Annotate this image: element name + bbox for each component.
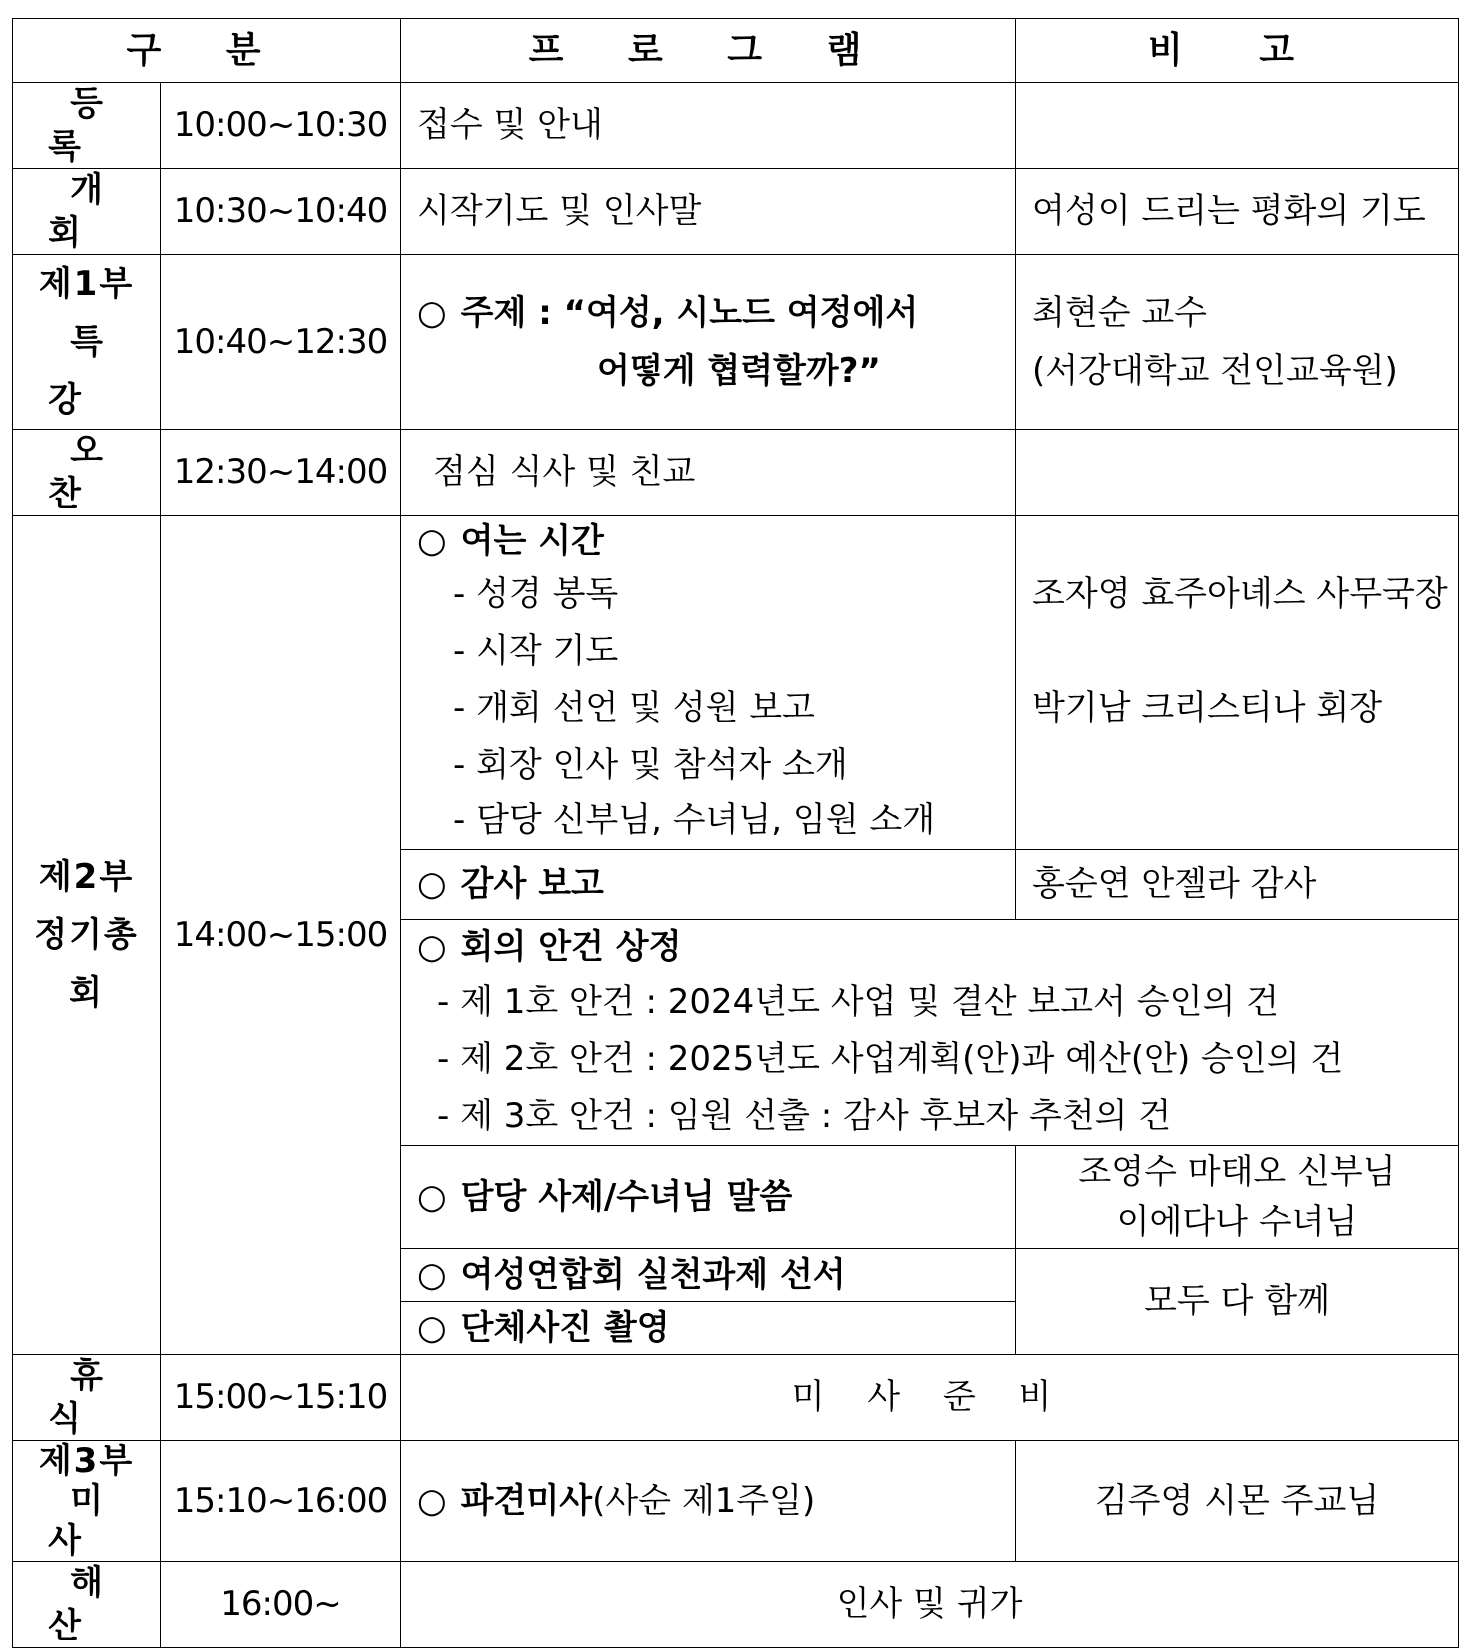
time-cell: 10:40~12:30 [161,255,401,430]
lecture-topic: 주제 : “여성, 시노드 여정에서 [460,293,919,333]
note-cell: 최현순 교수 (서강대학교 전인교육원) [1016,255,1459,430]
circle-bullet-icon: ○ [417,521,447,561]
program-cell: ○ 여성연합회 실천과제 선서 [401,1249,1016,1302]
header-row [13,19,1459,83]
time-cell: 12:30~14:00 [161,430,401,516]
row-break [13,1355,1459,1441]
note-cell: 조영수 마태오 신부님 이에다나 수녀님 [1016,1146,1459,1249]
note-cell [1016,430,1459,516]
program-cell: ○ 주제 : “여성, 시노드 여정에서 어떻게 협력할까?” [401,255,1016,430]
category-cell: 오 찬 [13,430,161,516]
note-cell: 모두 다 함께 [1016,1249,1459,1355]
program-cell: ○ 회의 안건 상정 - 제 1호 안건 : 2024년도 사업 및 결산 보고서 승인의 건 - 제 2호 안건 : 2025년도 사업계획(안)과 예산(안) 승인의 건 - 제 3호 안건 : 임원 선출 : 감사 후보자 추천의 건 [401,920,1459,1146]
row-part2-opening [13,516,1459,850]
category-cell: 휴 식 [13,1355,161,1441]
program-cell: 인사 및 귀가 [401,1562,1459,1648]
time-cell: 10:00~10:30 [161,83,401,169]
program-cell: 접수 및 안내 [401,83,1016,169]
note-cell: 김주영 시몬 주교님 [1016,1441,1459,1562]
circle-bullet-icon: ○ [417,1254,447,1295]
circle-bullet-icon: ○ [417,1307,447,1348]
time-cell: 10:30~10:40 [161,169,401,255]
circle-bullet-icon: ○ [417,1176,447,1217]
circle-bullet-icon: ○ [417,864,447,905]
note-cell: 여성이 드리는 평화의 기도 [1016,169,1459,255]
category-cell: 제2부 정기총 회 [13,516,161,1355]
row-lunch [13,430,1459,516]
list-item: - 성경 봉독 [453,574,619,614]
list-item: - 담당 신부님, 수녀님, 임원 소개 [453,800,936,840]
note-cell [1016,83,1459,169]
circle-bullet-icon: ○ [417,927,447,967]
program-schedule-table [12,18,1459,1648]
agenda-item: - 제 3호 안건 : 임원 선출 : 감사 후보자 추천의 건 [437,1096,1172,1136]
category-cell: 개 회 [13,169,161,255]
row-registration [13,83,1459,169]
program-cell: 미 사 준 비 [401,1355,1459,1441]
agenda-item: - 제 2호 안건 : 2025년도 사업계획(안)과 예산(안) 승인의 건 [437,1039,1344,1079]
time-cell: 14:00~15:00 [161,516,401,1355]
category-cell: 해 산 [13,1562,161,1648]
program-cell: 점심 식사 및 친교 [401,430,1016,516]
category-cell: 제3부 미 사 [13,1441,161,1562]
category-cell: 제1부 특 강 [13,255,161,430]
note-cell: 홍순연 안젤라 감사 [1016,850,1459,920]
row-part3-mass [13,1441,1459,1562]
program-cell: ○ 담당 사제/수녀님 말씀 [401,1146,1016,1249]
program-cell: ○ 단체사진 촬영 [401,1302,1016,1355]
program-cell: ○ 감사 보고 [401,850,1016,920]
row-dismissal [13,1562,1459,1648]
row-part1-lecture [13,255,1459,430]
list-item: - 개회 선언 및 성원 보고 [453,688,815,728]
agenda-item: - 제 1호 안건 : 2024년도 사업 및 결산 보고서 승인의 건 [437,982,1279,1022]
row-opening [13,169,1459,255]
note-cell: 조자영 효주아녜스 사무국장 박기남 크리스티나 회장 [1016,516,1459,850]
program-cell: ○ 파견미사(사순 제1주일) [401,1441,1016,1562]
circle-bullet-icon: ○ [417,1480,447,1521]
header-note: 비 고 [1016,19,1459,83]
circle-bullet-icon: ○ [417,293,447,333]
header-category: 구 분 [13,19,401,83]
list-item: - 시작 기도 [453,631,619,671]
category-cell: 등 록 [13,83,161,169]
header-program: 프 로 그 램 [401,19,1016,83]
list-item: - 회장 인사 및 참석자 소개 [453,745,848,785]
program-cell: ○ 여는 시간 - 성경 봉독 - 시작 기도 - 개회 선언 및 성원 보고 - 회장 인사 및 참석자 소개 - 담당 신부님, 수녀님, 임원 소개 [401,516,1016,850]
program-cell: 시작기도 및 인사말 [401,169,1016,255]
time-cell: 15:10~16:00 [161,1441,401,1562]
time-cell: 16:00~ [161,1562,401,1648]
time-cell: 15:00~15:10 [161,1355,401,1441]
